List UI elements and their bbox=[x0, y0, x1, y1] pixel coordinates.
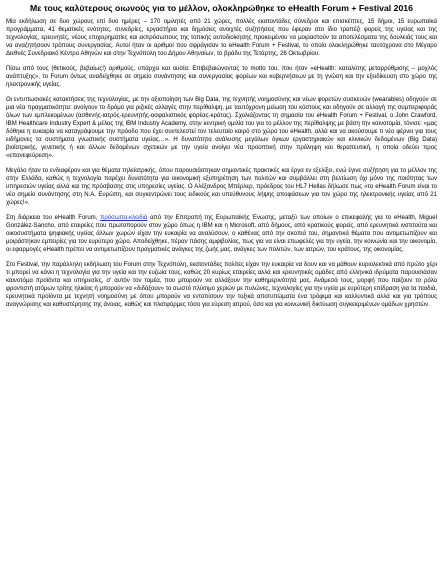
article-paragraph-6: Στο Festival, την παράλληλη εκδήλωση του Forum στην Τεχνόπολη, εκατοντάδες πολίτες είχαν την ευκαιρία να δουν και να μάθουν κυριολεκτικά από πρώτο χέρι τι μπορεί να κάνει η τεχνολογία για την υγεία και την ευζωία τους, καθώς 20 κυρίως εταιρείες αλλά και ερευνητικές ομάδες από ελληνικά ιδρύματα παρουσιάσαν καινοτόμα προϊόντα και υπηρεσίες, σ' αυτόν τον τομέα, που μπορούν να αλλάξουν την καθημερινότητά μας. Ανάμεσά τους, μορφή που παίζουν το ρόλο φροντιστή ατόμων τρίτης ηλικίας ή μπορούν να «διδάξουν» το σωστό πλύσιμο χεριών με πυλώνες, τεχνολογίες για την υγεία με ευρύτερη επίδραση για τα παιδιά, ερευνητικά προϊόντα με τεχνητή νοημοσύνη με όπου μπορούν να εντοπίσουν την τοξικά αποτυπώματα ένα τρόφιμα και καλλυντικά αλλά και για τρόπους αναγνώρισης και καθυστέρησης της άνοιας, καθώς και πλατφόρμες τόσο για εύρεση ιατρού, όσο και για κοινωνική δικτύωση συγκεκριμένων ομάδων χρηστών. bbox=[6, 262, 438, 308]
article-paragraph-3: Οι εντυπωσιακές κατακτήσεις της τεχνολογίας, με την αξιοποίηση των Big Data, της τεχνητής νοημοσύνης και νέων φορετών συσκευών (wearables) οδηγούν σε μια νέα πραγματικότητα: ανοίγουν το δρόμο για ριζικές αλλαγές στην περίθαλψη, με ταυτόχρονη μείωση του κόστους και οδηγούν σε αλλαγή της συμπεριφοράς όλων των εμπλεκομένων (ασθενής-ιατρός-ερευνητής-ασφαλιστικός φορέας-κράτος). Σχολιάζοντας τη σημασία του eHealth Forum + Festival, ο John Crawford, IBM Healthcare Industry Expert & μέλος της IBM Industry Academy, στην κεντρική ομιλία του για το μέλλον της περίθαλψης με βάση την καινοτομία, τόνισε: «μας δόθηκε η ευκαιρία να καταγράψουμε την πρόοδο που έχει συντελεστεί τον τελευταίο καιρό στο χώρο του eHealth, αλλά και να ακούσουμε τι νέο φέρνει για τους ειδήμονες τα συστήματα γνωστικής συστήματα υγείας…». Η δυνατότητα ανάλυσης μεγάλων όγκων εργαστηριακών και κλινικών δεδομένων (Big Data) βιοϊατρικής, γενετικής ή και άλλων δεδομένων σχετικών με την υγεία ανοίγει νέα προοπτική στην πρόληψη και θεραπευτική, η οποία οδεύει προς «επανεφεύρεση». bbox=[6, 97, 437, 159]
paragraph-5-text-start: Στη διάρκεια του eHealth Forum, bbox=[6, 215, 101, 222]
paragraph-5-text-end: από την Επιτροπή της Ευρωπαϊκής Ένωσης, μεταξύ των οποίων ο επικεφαλής για το eHealth, Miguel González-Sancho, από εταιρείες που πρωτοπορούν στον χώρο όπως η IBM και η Microsoft, από δήμους, από κρατικούς φορείς, από ερευνητικά ινστιτούτα και οικοσυστήματα ψηφιακής υγείας άλλων χωρών είχαν την ευκαιρία να αναλύσουν, ο καθένας από την σκοπιά του, σημαντικά θέματα που αντιμετωπίζουν και μοιράστηκαν εμπειρίες για τον ευρύτερο χώρο. Αποδείχθηκε, πέραν πάσης αμφιβολίας, πως για να είναι επωφελές για την υγεία, την κοινωνία και την οικονομία, οι εφαρμογές eHealth πρέπει να αντιμετωπίζουν πραγματικές ανάγκες της ζωής μας, ανάγκες των πολιτών, των ιατρών, του κράτους, της οικονομίας. bbox=[6, 215, 437, 253]
key-persons-link[interactable]: πρόσωπα-κλειδιά bbox=[100, 215, 148, 222]
article-paragraph-4: Μεγάλο ήταν το ενδιαφέρον και για θέματα τηλεϊατρικής, όπου παρουσιάστηκαν σημαντικές πρακτικές και έργα εν εξελίξει, ενώ έγινε συζήτηση για το μέλλον της στην Ελλάδα, καθώς η τεχνολογία παρέχει δυνατότητα για οικονομική εξυπηρέτηση των πολιτών και συμβάλλει στη βελτίωση όχι μόνο της ποιότητας των υπηρεσιών υγείας αλλά και της πρόσβασης στις υπηρεσίες υγείας. Ο Αλέξανδρος Μπέρλερ, πρόεδρος του HL7 Hellas δήλωσε πως «το eHealth Forum είναι το νέο σημείο συνάντησης στη Ν.Α. Ευρώπη, και συγκεντρώνει τους ειδικούς και υπεύθυνους λήψης αποφάσεων για τον χώρο της ηλεκτρονικής υγείας από 21 χώρες!». bbox=[6, 168, 437, 206]
article-paragraph-1: Μία εκδήλωση σε δυο χώρους επί δυο ημέρες – 170 ομιλητές από 21 χώρες, πολλές εκατοντάδες σύνεδροι και επισκέπτες, 15 δήμοι, 15 ευρωπαϊκά προγράμματα, 41 θεματικές ενότητες, συνεδρίες, εργαστήρια και δημόσιες ανοιχτές συζητήσεις που έφεραν στο ίδιο τραπέζι φορείς της υγείας και της τεχνολογίας, ερευνητές, νέους επιχειρηματίες και εκπρόσωπους της τοπικής αυτοδιοίκησης προκειμένου να μοιραστούν τα αποτελέσματα της δουλειάς τους και να αναζητήσουν τρόπους συνεργασίας. Αυτοί ήταν οι αριθμοί που σφράγισαν το eHealth Forum + Festival, το οποίο ολοκληρώθηκε ταυτόχρονα στο Μέγαρο Διεθνές Συνεδριακό Κέντρο Αθηνών και στην Τεχνόπολη του Δήμου Αθηναίων, το βράδυ της Τετάρτης, 26 Οκτωβρίου. bbox=[6, 19, 437, 57]
article-title: Με τους καλύτερους οιωνούς για το μέλλον, ολοκληρώθηκε το eHealth Forum + Festival 2016 bbox=[30, 3, 413, 13]
article-paragraph-2: Πίσω από τους (θετικούς, βεβαίως!) αριθμούς, υπάρχει και ουσία: Επιβεβαιώνοντας το motto του, που ήταν «eHealth: καταλύτης μεταρρύθμισης – μοχλός ανάπτυξης», το Forum όντως αναδείχθηκε σε σημείο συνάντησης και συνεργασίας φορέων και κυβερνήσεων με τη γνώση και την εξειδίκευση στο χώρο της ηλεκτρονικής υγείας. bbox=[6, 66, 437, 88]
article-paragraph-5 bbox=[6, 215, 437, 255]
